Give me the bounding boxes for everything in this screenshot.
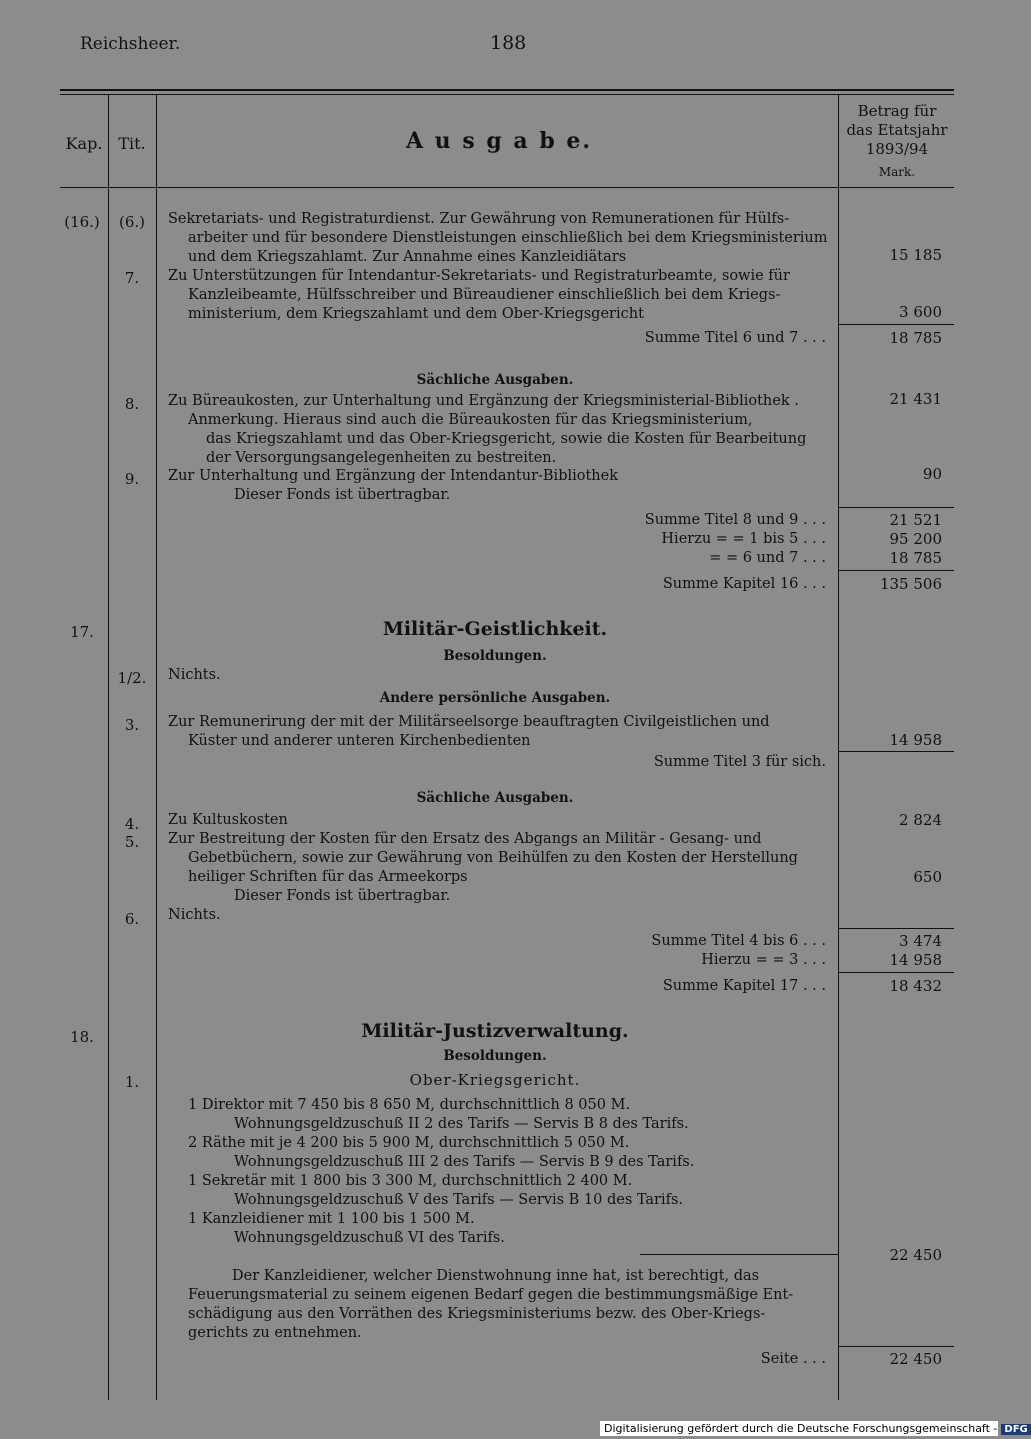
amount-value: 15 185 <box>889 246 942 264</box>
unit-label: Mark. <box>878 165 916 179</box>
kapitel-number: 18. <box>70 1028 94 1046</box>
ausgabe-header: A u s g a b e. <box>405 128 593 154</box>
text-line: Gebetbüchern, sowie zur Gewährung von Beihülfen zu den Kosten der Herstellung <box>188 850 798 866</box>
text-line: ministerium, dem Kriegszahlamt und dem Ober-Kriegsgericht <box>188 306 644 322</box>
amount-column-line <box>838 94 839 1400</box>
table-top-rule <box>60 89 954 91</box>
amount-value: 90 <box>922 465 942 483</box>
amount-value: 18 432 <box>889 977 942 995</box>
amount-header <box>840 102 954 159</box>
section-subheading: Besoldungen. <box>443 648 547 664</box>
text-line: Zur Remunerirung der mit der Militärseelsorge beauftragten Civilgeistlichen und <box>168 714 770 730</box>
amount-value: 3 600 <box>899 303 942 321</box>
amount-value: 18 785 <box>889 329 942 347</box>
titel-number: (6.) <box>118 213 145 231</box>
amount-value: 2 824 <box>899 811 942 829</box>
sum-label: Hierzu = = 3 . . . <box>701 952 826 968</box>
section-subheading: Ober-Kriegsgericht. <box>409 1071 581 1089</box>
text-line: Anmerkung. Hieraus sind auch die Büreaukosten für das Kriegsministerium, <box>188 412 753 428</box>
amount-header-line: Betrag für <box>857 102 937 120</box>
text-line: Wohnungsgeldzuschuß V des Tarifs — Servis B 10 des Tarifs. <box>234 1192 684 1208</box>
text-line: Nichts. <box>168 667 221 683</box>
amount-value: 18 785 <box>889 549 942 567</box>
sum-label: Seite . . . <box>760 1351 826 1367</box>
sum-label: Summe Titel 3 für sich. <box>653 754 826 770</box>
text-line: schädigung aus den Vorräthen des Kriegsministeriums bezw. des Ober-Kriegs- <box>188 1306 766 1322</box>
text-line: 1 Direktor mit 7 450 bis 8 650 M, durchschnittlich 8 050 M. <box>188 1097 631 1113</box>
amount-value: 95 200 <box>889 530 942 548</box>
digitization-footer <box>600 1421 1028 1436</box>
kap-header: Kap. <box>65 134 103 153</box>
text-line: arbeiter und für besondere Dienstleistungen einschließlich bei dem Kriegsministerium <box>188 230 828 246</box>
titel-number: 3. <box>124 716 140 734</box>
table-top-rule-thin <box>60 94 954 95</box>
chapter-heading: Militär-Geistlichkeit. <box>382 618 608 640</box>
text-line: der Versorgungsangelegenheiten zu bestreiten. <box>206 450 557 466</box>
sum-rule <box>838 972 954 973</box>
section-subheading: Andere persönliche Ausgaben. <box>379 690 611 706</box>
sum-label: Summe Titel 6 und 7 . . . <box>644 330 826 346</box>
text-line: und dem Kriegszahlamt. Zur Annahme eines Kanzleidiätars <box>188 249 627 265</box>
text-line: Dieser Fonds ist übertragbar. <box>234 487 451 503</box>
chapter-heading: Militär-Justizverwaltung. <box>361 1020 629 1042</box>
titel-number: 8. <box>124 395 140 413</box>
amount-value: 3 474 <box>899 932 942 950</box>
page-number: 188 <box>490 32 527 54</box>
text-line: Zu Unterstützungen für Intendantur-Sekretariats- und Registraturbeamte, sowie für <box>168 268 790 284</box>
text-line: Dieser Fonds ist übertragbar. <box>234 888 451 904</box>
text-line: 1 Sekretär mit 1 800 bis 3 300 M, durchschnittlich 2 400 M. <box>188 1173 633 1189</box>
text-line: Zur Bestreitung der Kosten für den Ersatz des Abgangs an Militär - Gesang- und <box>168 831 762 847</box>
amount-value: 22 450 <box>889 1246 942 1264</box>
kapitel-number: 17. <box>70 623 94 641</box>
section-subheading: Sächliche Ausgaben. <box>416 790 574 806</box>
sum-rule <box>838 507 954 508</box>
sum-label: Summe Kapitel 16 . . . <box>662 576 826 592</box>
titel-number: 4. <box>124 815 140 833</box>
titel-number: 1. <box>124 1073 140 1091</box>
titel-number: 7. <box>124 269 140 287</box>
text-line: Wohnungsgeldzuschuß II 2 des Tarifs — Servis B 8 des Tarifs. <box>234 1116 689 1132</box>
text-line: Nichts. <box>168 907 221 923</box>
sum-rule <box>838 570 954 571</box>
amount-header-line: 1893/94 <box>865 140 929 158</box>
text-line: Wohnungsgeldzuschuß VI des Tarifs. <box>234 1230 505 1246</box>
titel-number: 1/2. <box>117 669 147 687</box>
titel-number: 6. <box>124 910 140 928</box>
amount-value: 22 450 <box>889 1350 942 1368</box>
sum-label: = = 6 und 7 . . . <box>709 550 826 566</box>
text-line: Zu Kultuskosten <box>168 812 288 828</box>
text-line: Zu Büreaukosten, zur Unterhaltung und Ergänzung der Kriegsministerial-Bibliothek . <box>168 393 799 409</box>
titel-number: 9. <box>124 470 140 488</box>
kapitel-number: (16.) <box>64 213 100 231</box>
text-line: Wohnungsgeldzuschuß III 2 des Tarifs — Servis B 9 des Tarifs. <box>234 1154 695 1170</box>
sum-label: Summe Kapitel 17 . . . <box>662 978 826 994</box>
text-line: heiliger Schriften für das Armeekorps <box>188 869 468 885</box>
sum-rule <box>640 1254 838 1255</box>
sum-label: Summe Titel 4 bis 6 . . . <box>651 933 826 949</box>
text-line: Küster und anderer unteren Kirchenbedienten <box>188 733 531 749</box>
amount-value: 14 958 <box>889 951 942 969</box>
tit-column-line <box>156 94 157 1400</box>
sum-rule <box>838 928 954 929</box>
amount-value: 650 <box>913 868 942 886</box>
text-line: gerichts zu entnehmen. <box>188 1325 362 1341</box>
sum-label: Hierzu = = 1 bis 5 . . . <box>661 531 826 547</box>
text-line: Der Kanzleidiener, welcher Dienstwohnung inne hat, ist berechtigt, das <box>232 1268 760 1284</box>
amount-value: 135 506 <box>879 575 942 593</box>
header-bottom-rule <box>60 187 954 188</box>
sum-rule <box>838 324 954 325</box>
amount-header-line: das Etatsjahr <box>846 121 948 139</box>
amount-value: 21 431 <box>889 390 942 408</box>
text-line: 1 Kanzleidiener mit 1 100 bis 1 500 M. <box>188 1211 475 1227</box>
text-line: Kanzleibeamte, Hülfsschreiber und Büreaudiener einschließlich bei dem Kriegs- <box>188 287 781 303</box>
titel-number: 5. <box>124 833 140 851</box>
footer-text: Digitalisierung gefördert durch die Deutsche Forschungsgemeinschaft - <box>604 1422 998 1435</box>
text-line: Zur Unterhaltung und Ergänzung der Intendantur-Bibliothek <box>168 468 619 484</box>
section-subheading: Sächliche Ausgaben. <box>416 372 574 388</box>
sum-rule <box>838 1346 954 1347</box>
sum-rule <box>838 751 954 752</box>
sum-label: Summe Titel 8 und 9 . . . <box>644 512 826 528</box>
text-line: 2 Räthe mit je 4 200 bis 5 900 M, durchschnittlich 5 050 M. <box>188 1135 630 1151</box>
tit-header: Tit. <box>118 134 146 153</box>
text-line: Sekretariats- und Registraturdienst. Zur Gewährung von Remunerationen für Hülfs- <box>168 211 790 227</box>
text-line: Feuerungsmaterial zu seinem eigenen Bedarf gegen die bestimmungsmäßige Ent- <box>188 1287 794 1303</box>
amount-value: 14 958 <box>889 731 942 749</box>
amount-value: 21 521 <box>889 511 942 529</box>
section-subheading: Besoldungen. <box>443 1048 547 1064</box>
kap-column-line <box>108 94 109 1400</box>
text-line: das Kriegszahlamt und das Ober-Kriegsgericht, sowie die Kosten für Bearbeitung <box>206 431 807 447</box>
running-header: Reichsheer. <box>80 34 181 54</box>
dfg-logo: DFG <box>1001 1424 1030 1435</box>
